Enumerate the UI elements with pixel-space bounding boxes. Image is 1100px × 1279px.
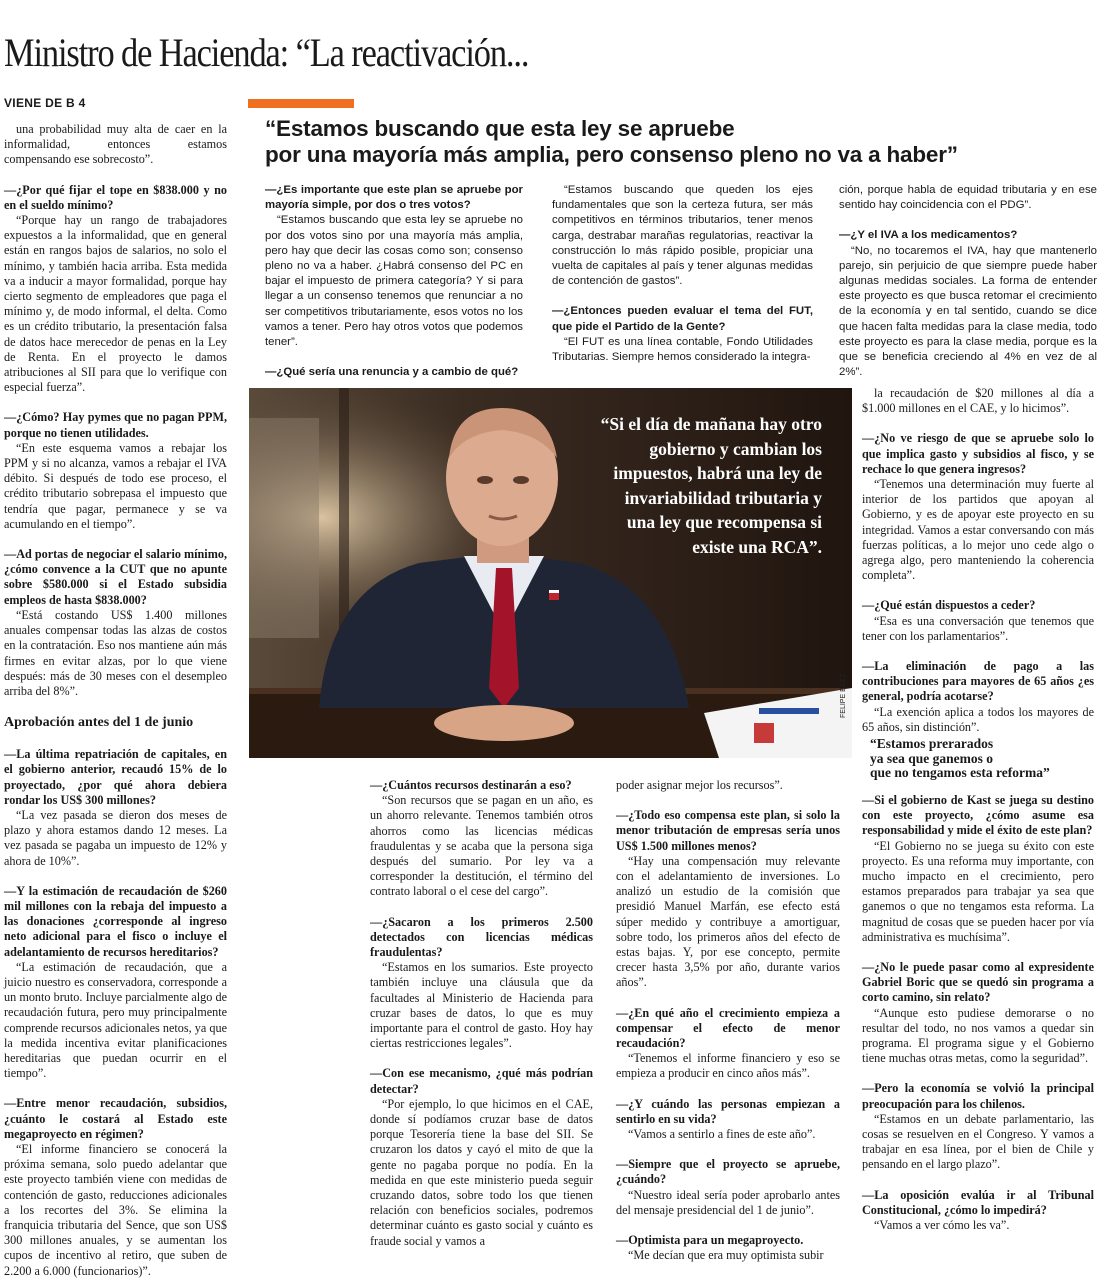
answer-text: “La estimación de recaudación, que a juicio nuestro es conservadora, corresponde a un monto bruto. Incluye parcialmente algo de recaudación futura, pero muy principalmente comprende recursos adicionales netos, ya que la medida incentiva evitar planificaciones hereditarias que puedan ocurrir en el tiempo”.	[4, 959, 227, 1081]
question: —¿Y el IVA a los medicamentos?	[839, 229, 1018, 242]
question: —Con ese mecanismo, ¿qué más podrían detectar?	[370, 1066, 593, 1096]
answer-text: “La exención aplica a todos los mayores de 65 años, sin distinción”.	[862, 704, 1094, 734]
question: —Entre menor recaudación, subsidios, ¿cuánto le costará al Estado este megaproyecto en régimen?	[4, 1096, 227, 1141]
page-headline: Ministro de Hacienda: “La reactivación...	[4, 30, 529, 75]
question: —¿Qué están dispuestos a ceder?	[862, 598, 1036, 613]
question: —¿Cómo? Hay pymes que no pagan PPM, porque no tienen utilidades.	[4, 410, 227, 440]
answer-text: “Nuestro ideal sería poder aprobarlo antes del mensaje presidencial del 1 de junio”.	[616, 1187, 840, 1217]
question: —La oposición evalúa ir al Tribunal Constitucional, ¿cómo lo impedirá?	[862, 1187, 1094, 1217]
subsection-headline-line-2: ya sea que ganemos o	[870, 750, 994, 766]
column-8	[862, 793, 1094, 1233]
answer-text: “Vamos a ver cómo les va”.	[874, 1218, 1010, 1233]
answer-text: “Tenemos el informe financiero y eso se empieza a producir en cinco años más”.	[616, 1051, 840, 1081]
question: —La eliminación de pago a las contribuciones para mayores de 65 años ¿es general, podría acotarse?	[862, 659, 1094, 704]
section-headline-line-1: “Estamos buscando que esta ley se apruebe	[265, 116, 735, 141]
question: —¿No le puede pasar como al expresidente Gabriel Boric que se quedó sin programa a corto camino, sin relato?	[862, 960, 1094, 1005]
answer-text: “Estamos buscando que queden los ejes fundamentales que son la certeza futura, ser más competitivos en términos tributarios, tener menos carga, destrabar marañas regulatorias, reactivar la construcción lo más rápido posible, propiciar una vuelta de capitales al país y tener algunas medidas de contención de gastos”.	[552, 184, 813, 288]
column-5	[862, 386, 1094, 735]
answer-text: la recaudación de $20 millones al día a $1.000 millones en el CAE, y lo hicimos”.	[862, 386, 1094, 416]
photo-credit: FELIPE BAEZ	[840, 673, 847, 718]
answer-text: ción, porque habla de equidad tributaria y en ese sentido hay coincidencia con el PDG”.	[839, 184, 1097, 212]
question: —¿Cuántos recursos destinarán a eso?	[370, 778, 572, 792]
answer-text: “Me decían que era muy optimista subir	[628, 1248, 824, 1263]
question: —¿Por qué fijar el tope en $838.000 y no en el sueldo mínimo?	[4, 182, 227, 212]
question: —¿Es importante que este plan se apruebe por mayoría simple, por dos o tres votos?	[265, 184, 523, 212]
answer-text: “El FUT es una línea contable, Fondo Utilidades Tributarias. Siempre hemos considerado la integra-	[552, 335, 813, 364]
jump-line: VIENE DE B 4	[4, 96, 86, 110]
question: —¿Entonces pueden evaluar el tema del FUT, que pide el Partido de la Gente?	[552, 305, 813, 333]
section-headline	[265, 116, 958, 168]
answer-text: poder asignar mejor los recursos”.	[616, 778, 783, 792]
subsection-headline-line-1: “Estamos prerarados	[870, 736, 994, 751]
subsection-headline	[860, 737, 1100, 781]
column-4	[839, 183, 1097, 380]
subheading: Aprobación antes del 1 de junio	[4, 715, 194, 731]
answer-text: “Estamos en los sumarios. Este proyecto también incluye una cláusula que da facultades al Ministerio de Hacienda para cruzar bases de datos, lo que es muy importante para el control de gasto. Hoy hay ciertas restricciones legales”.	[370, 960, 593, 1051]
question: —¿En qué año el crecimiento empieza a compensar el efecto de menor recaudación?	[616, 1005, 840, 1051]
question: —Siempre que el proyecto se apruebe, ¿cuándo?	[616, 1157, 840, 1187]
answer-text: “Vamos a sentirlo a fines de este año”.	[628, 1127, 816, 1142]
pull-quote: “Si el día de mañana hay otro gobierno y cambian los impuestos, habrá una ley de invariabilidad tributaria y una ley que recompensa si existe una RCA”.	[600, 414, 822, 557]
question: —Optimista para un megaproyecto.	[616, 1233, 804, 1248]
question: —¿Sacaron a los primeros 2.500 detectados con licencias médicas fraudulentas?	[370, 914, 593, 960]
answer-text: “No, no tocaremos el IVA, hay que mantenerlo parejo, sin perjuicio de que siempre puede haber algunas medidas sociales. La forma de entender este proyecto es que busca retomar el crecimiento de la economía y en tal sentido, cuando se dice que hacen falta medidas para la clase media, todo este proyecto es para la clase media, porque es la que se beneficia creciendo al 4% en vez de al 2%”.	[839, 244, 1097, 379]
question: —La última repatriación de capitales, en el gobierno anterior, recaudó 15% de lo proyectado, ¿por qué ahora debiera rondar los US$ 300 millones?	[4, 747, 227, 807]
column-3	[552, 183, 813, 365]
answer-text: “Tenemos una determinación muy fuerte al interior de los partidos que apoyan al Gobierno, y es de apoyar este proyecto en su integridad. Vamos a estar conversando con más fuerzas políticas, a lo mejor uno cede algo o agrega algo, pero manteniendo la coherencia completa”.	[862, 477, 1094, 583]
answer-text: “Está costando US$ 1.400 millones anuales compensar todas las alzas de costos en la contratación. Eso nos mantiene aún más firmes en evitar alzas, por lo que viene después: más de 30 meses con el desempleo arriba del 8%”.	[4, 607, 227, 698]
answer-text: “Aunque esto pudiese demorarse o no resultar del todo, no nos vamos a quedar sin programa. El programa sigue y el Gobierno tiene muchas otras metas, como la seguridad”.	[862, 1005, 1094, 1066]
answer-text: “Porque hay un rango de trabajadores expuestos a la informalidad, que en general están en rangos bajos de salarios, no solo el mínimo, y también hacia arriba. Esta medida va a inducir a mayor formalidad, porque hay cierto segmento de empleadores que paga el mínimo y, de modo informal, el delta. Como es un crédito tributario, la presentación falsa de datos hace merecedor de penas en la Ley de Renta. En el proyecto le damos atribuciones al SII para que lo verifique con especial fuerza”.	[4, 213, 227, 395]
answer-text: “En este esquema vamos a rebajar los PPM y si no alcanza, vamos a rebajar el IVA débito. Si después de todo ese proceso, el crédito tributario sobrepasa el impuesto que tendría que pagar, permanece y se va acumulando en el tiempo”.	[4, 440, 227, 531]
answer-text: “Esa es una conversación que tenemos que tener con los parlamentarios”.	[862, 613, 1094, 643]
question: —¿Y cuándo las personas empiezan a sentirlo en su vida?	[616, 1096, 840, 1126]
answer-text: “El informe financiero se conocerá la próxima semana, solo puedo adelantar que este proyecto también viene con medidas de contención de gasto, reducciones adicionales a los recortes del 3%. Se elimina la franquicia tributaria del Sence, que son US$ 300 millones anuales, y se aumentan los cupos de incentivo al retiro, que suben de 2.200 a 6.000 (funcionarios)”.	[4, 1141, 227, 1278]
column-7	[616, 778, 840, 1263]
answer-text: “Estamos en un debate parlamentario, las cosas se resuelven en el Congreso. Y vamos a trabajar en esa línea, por el bien de Chile y pensando en el largo plazo”.	[862, 1111, 1094, 1172]
column-6	[370, 778, 593, 1249]
column-1	[4, 122, 227, 1279]
accent-bar	[248, 99, 354, 108]
question: —Si el gobierno de Kast se juega su destino con este proyecto, ¿cómo asume esa responsabilidad y mide el éxito de este plan?	[862, 793, 1094, 838]
answer-text: “Son recursos que se pagan en un año, es un ahorro relevante. Tenemos también otros ahorros como las licencias médicas fraudulentas y se acaba que la persona siga después del sumario. Por ley va a corresponder la destitución, el término del contrato laboral o el cese del cargo”.	[370, 793, 593, 899]
question: —¿No ve riesgo de que se apruebe solo lo que implica gasto y subsidios al fisco, y se rechace lo que genera ingresos?	[862, 431, 1094, 476]
answer-text: “El Gobierno no se juega su éxito con este proyecto. Es una reforma muy importante, con mucho impacto en el crecimiento, pero estamos preparados para trabajar ya sea que ganemos o que no tengamos esta reforma. La magnitud de cosas que se pueden hacer por vía administrativa es muchísima”.	[862, 838, 1094, 944]
question: —¿Qué sería una renuncia y a cambio de qué?	[265, 366, 519, 379]
question: —Ad portas de negociar el salario mínimo, ¿cómo convence a la CUT que no apunte sobre $580.000 si el Estado subsidia empleos de hasta $838.000?	[4, 547, 227, 607]
question: —Pero la economía se volvió la principal preocupación para los chilenos.	[862, 1081, 1094, 1111]
answer-text: “Estamos buscando que esta ley se apruebe no por dos votos sino por una mayoría más amplia, pero hay que decir las cosas como son; consenso pleno no va a haber. ¿Habrá consenso del PC en bajar el impuesto de primera categoría? Y si para llegar a un consenso tenemos que renunciar a no ser competitivos tributariamente, esos votos no los vamos a tener. Pero hay otros votos que podemos tener”.	[265, 214, 523, 349]
answer-text: “Por ejemplo, lo que hicimos en el CAE, donde sí podíamos cruzar base de datos porque Tesorería tiene la base del SII. Se cruzaron los datos y cayó el mito de que la gente no pagaba porque no podía. En la medida en que este ministerio pueda seguir cruzando datos, sobre todo los que tienen relación con beneficios sociales, podremos determinar cuánto es gasto social y cuánto es fraude social y vamos a	[370, 1096, 593, 1248]
question: —¿Todo eso compensa este plan, si solo la menor tributación de empresas sería unos US$ 1.500 millones menos?	[616, 808, 840, 853]
question: —Y la estimación de recaudación de $260 mil millones con la rebaja del impuesto a las donaciones ¿corresponde al ingreso neto adicional para el fisco o incluye el adelantamiento de recursos hereditarios?	[4, 883, 227, 959]
answer-text: “Hay una compensación muy relevante con el adelantamiento de inversiones. Lo analizó un estudio de la comisión que presidió Manuel Marfán, ese efecto está súper medido y contribuye a amortiguar, sobre todo, los primeros años del efecto de estas bajas. Y, por ese concepto, permite crecer hasta 3,5% por año, durante varios años”.	[616, 853, 840, 990]
column-2	[265, 183, 523, 380]
subsection-headline-line-3: que no tengamos esta reforma”	[870, 765, 1050, 780]
answer-text: “La vez pasada se dieron dos meses de plazo y ahora estamos dando 12 meses. La vez pasada se pagaba un impuesto de 12% y ahora de 10%”.	[4, 807, 227, 868]
answer-text: una probabilidad muy alta de caer en la informalidad, entonces estamos compensando ese sobrecosto”.	[4, 122, 227, 167]
section-headline-line-2: por una mayoría más amplia, pero consenso pleno no va a haber”	[265, 142, 958, 167]
